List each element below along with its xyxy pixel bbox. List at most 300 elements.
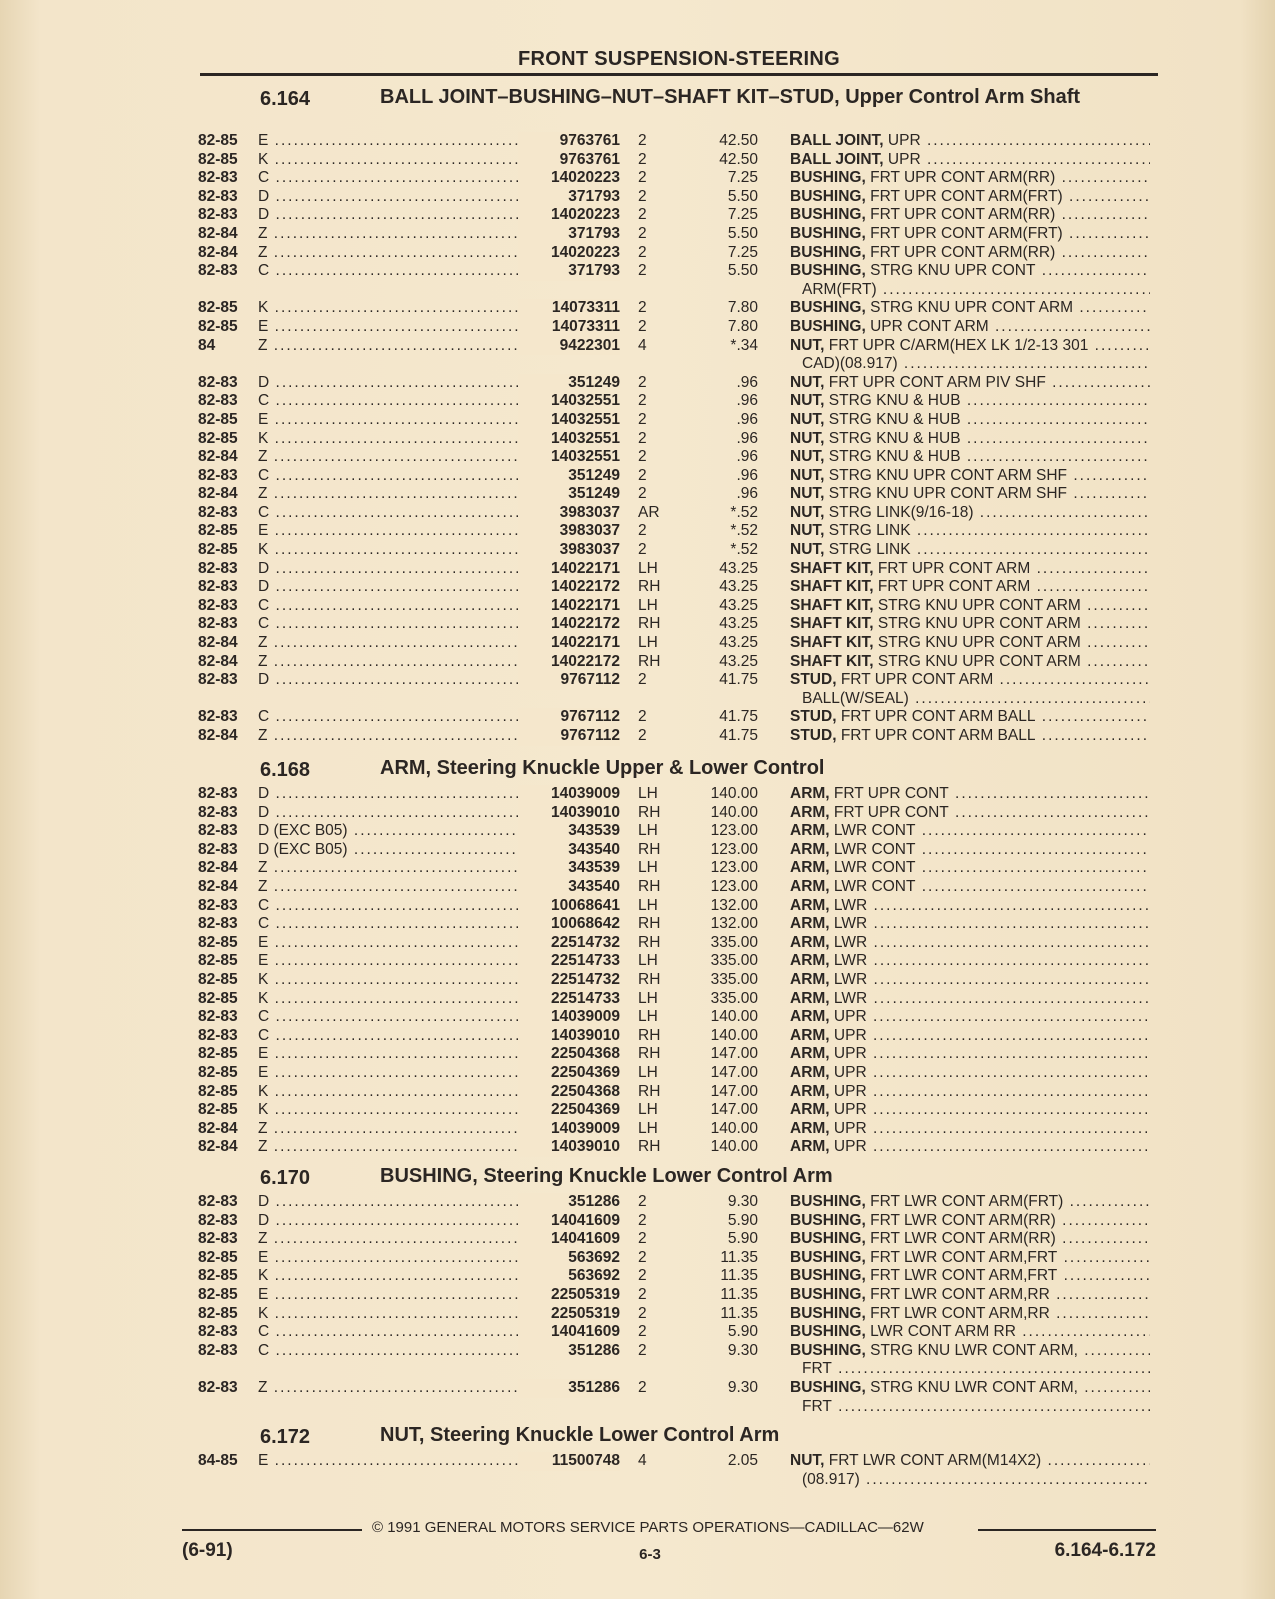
model-years: 82-83 [198,915,238,933]
body-code: Z ..... [258,634,528,653]
description-line [790,915,1150,934]
table-row [198,1452,1158,1489]
table-row [198,188,1158,207]
description-line [790,1045,1150,1064]
description-keyword: NUT, [790,485,825,503]
quantity: 2 [638,485,647,503]
description-text: LWR CONT [833,822,916,840]
description-line [790,1305,1150,1324]
description-text: LWR [833,933,868,951]
part-number: 351249 [518,374,620,393]
part-number: 351249 [518,467,620,486]
description-line [790,1027,1150,1046]
description [790,952,1150,971]
description [790,411,1150,430]
part-number: 14022171 [518,634,620,653]
table-row [198,1101,1158,1120]
section-title [380,1167,1150,1186]
description-keyword: BUSHING, [790,1285,866,1303]
description-text: FRT UPR CONT ARM [840,671,994,689]
description-keyword: BUSHING, [790,1323,866,1341]
table-row [198,541,1158,560]
body-code: K ..... [258,1267,528,1286]
description-line [790,1249,1150,1268]
description [790,188,1150,207]
description [790,934,1150,953]
quantity: 2 [638,1323,647,1341]
part-number: 22504368 [518,1045,620,1064]
description-keyword: ARM, [790,952,830,970]
description-keyword: NUT, [790,373,825,391]
description-keyword: BUSHING, [790,317,866,335]
description-text: STRG KNU & HUB [828,410,961,428]
description [790,804,1150,823]
body-code: D ..... [258,560,528,579]
body-code: Z ..... [258,244,528,263]
description-keyword: ARM, [790,989,830,1007]
body-code: D (EXC B05) ..... [258,822,528,841]
model-years: 82-85 [198,1101,238,1119]
body-code: D ..... [258,671,528,690]
description [790,1138,1150,1157]
description-text: LWR [833,989,868,1007]
part-number: 22504369 [518,1101,620,1120]
price: 43.25 [719,578,758,596]
model-years: 82-83 [198,169,238,187]
price: 42.50 [719,150,758,168]
description-text: FRT UPR CONT ARM(FRT) [870,187,1063,205]
part-number: 351286 [518,1342,620,1361]
description-keyword: ARM, [790,840,830,858]
model-years: 82-85 [198,970,238,988]
price: 132.00 [710,896,758,914]
description-line [790,952,1150,971]
part-number: 9763761 [518,132,620,151]
description-keyword: NUT, [790,392,825,410]
description-keyword: ARM, [790,1082,830,1100]
description-line [790,1120,1150,1139]
body-code: D ..... [258,1193,528,1212]
table-row [198,337,1158,374]
description-text: STRG KNU UPR CONT [870,262,1036,280]
part-number: 9767112 [518,708,620,727]
description-line [790,132,1150,151]
model-years: 82-84 [198,224,238,242]
part-number: 14022172 [518,653,620,672]
model-years: 82-85 [198,1063,238,1081]
description-text: LWR [833,952,868,970]
description-keyword: BUSHING, [790,1211,866,1229]
price: 140.00 [710,1008,758,1026]
description [790,392,1150,411]
description-keyword: NUT, [790,522,825,540]
description-text: FRT UPR CONT ARM(FRT) [870,224,1063,242]
part-number: 9763761 [518,151,620,170]
price: .96 [736,392,758,410]
description [790,430,1150,449]
description-keyword: NUT, [790,429,825,447]
quantity: LH [638,822,658,840]
part-number: 11500748 [518,1452,620,1471]
table-row [198,822,1158,841]
model-years: 82-84 [198,1138,238,1156]
description-text: STRG KNU & HUB [828,448,961,466]
quantity: RH [638,915,661,933]
body-code: C ..... [258,1323,528,1342]
description-text: FRT UPR CONT ARM [877,559,1031,577]
description [790,1342,1150,1379]
description [790,318,1150,337]
model-years: 82-85 [198,989,238,1007]
description-text: FRT LWR CONT ARM,FRT [870,1267,1058,1285]
quantity: 2 [638,262,647,280]
table-row [198,448,1158,467]
description [790,1101,1150,1120]
price: 5.50 [727,224,758,242]
description-keyword: BUSHING, [790,262,866,280]
section-title-rest: Steering Knuckle Upper & Lower Control [431,757,825,779]
table-row [198,597,1158,616]
description-keyword: STUD, [790,708,837,726]
description [790,504,1150,523]
description-keyword: BUSHING, [790,224,866,242]
section-title-bold: NUT, [380,1424,425,1446]
description-text: STRG KNU UPR CONT ARM [877,596,1081,614]
part-number: 14039010 [518,1138,620,1157]
description-keyword: BUSHING, [790,299,866,317]
part-number: 371793 [518,188,620,207]
description-text: UPR [833,1119,867,1137]
section-heading [198,759,1158,785]
model-years: 82-84 [198,877,238,895]
section-number: 6.168 [260,759,311,781]
description-keyword: ARM, [790,785,830,802]
description-text: FRT LWR CONT ARM(RR) [870,1211,1056,1229]
body-code: C ..... [258,1342,528,1361]
quantity: 2 [638,243,647,261]
description-keyword: NUT, [790,466,825,484]
description-line [790,690,1150,709]
quantity: 2 [638,1248,647,1266]
description-line [790,299,1150,318]
description-text: FRT [802,1360,832,1378]
description [790,522,1150,541]
part-number: 22505319 [518,1305,620,1324]
description [790,299,1150,318]
footer-copyright: © 1991 GENERAL MOTORS SERVICE PARTS OPERATIONS—CADILLAC—62W [372,1519,924,1536]
quantity: 2 [638,541,647,559]
description [790,578,1150,597]
description [790,1027,1150,1046]
description-keyword: ARM, [790,859,830,877]
table-row [198,318,1158,337]
description-line [790,1398,1150,1417]
model-years: 82-85 [198,1267,238,1285]
page-header-title: FRONT SUSPENSION-STEERING [518,48,840,70]
price: 5.50 [727,262,758,280]
body-code: E ..... [258,1064,528,1083]
part-number: 22505319 [518,1286,620,1305]
description-text: LWR CONT [833,859,916,877]
body-code: C ..... [258,392,528,411]
model-years: 82-84 [198,1119,238,1137]
table-row [198,785,1158,804]
quantity: LH [638,952,658,970]
body-code: Z ..... [258,485,528,504]
model-years: 82-83 [198,1230,238,1248]
part-number: 3983037 [518,541,620,560]
description [790,822,1150,841]
description [790,597,1150,616]
description-text: ARM(FRT) [802,280,877,298]
price: 7.25 [727,169,758,187]
price: .96 [736,448,758,466]
model-years: 82-84 [198,652,238,670]
part-number: 14032551 [518,411,620,430]
description [790,485,1150,504]
model-years: 84 [198,336,216,354]
description-text: UPR [833,1045,867,1063]
description-text: UPR [833,1008,867,1026]
price: 123.00 [710,877,758,895]
quantity: 2 [638,1378,647,1396]
table-row [198,374,1158,393]
quantity: 2 [638,1304,647,1322]
description [790,671,1150,708]
description-text: LWR CONT [833,840,916,858]
description-line [790,392,1150,411]
description-line [790,355,1150,374]
price: 41.75 [719,671,758,689]
quantity: 2 [638,373,647,391]
description-text: STRG KNU UPR CONT ARM [877,652,1081,670]
description-keyword: SHAFT KIT, [790,596,874,614]
description-keyword: BUSHING, [790,1230,866,1248]
body-code: K ..... [258,1305,528,1324]
description [790,1045,1150,1064]
model-years: 82-83 [198,596,238,614]
quantity: RH [638,877,661,895]
quantity: RH [638,1026,661,1044]
description [790,841,1150,860]
description-text: LWR [833,896,868,914]
body-code: C ..... [258,597,528,616]
price: 140.00 [710,1026,758,1044]
quantity: 2 [638,1285,647,1303]
description-text: LWR CONT ARM RR [870,1323,1016,1341]
model-years: 82-85 [198,522,238,540]
model-years: 84-85 [198,1452,238,1469]
description [790,206,1150,225]
body-code: Z ..... [258,859,528,878]
description-keyword: ARM, [790,1101,830,1119]
part-number: 351286 [518,1379,620,1398]
description-text: UPR [887,132,921,149]
table-row [198,708,1158,727]
price: .96 [736,485,758,503]
price: 140.00 [710,803,758,821]
table-row [198,653,1158,672]
description-line [790,934,1150,953]
body-code: E ..... [258,132,528,151]
section-heading [198,1426,1158,1452]
quantity: 2 [638,206,647,224]
price: 7.80 [727,299,758,317]
part-number: 14041609 [518,1323,620,1342]
description-keyword: NUT, [790,541,825,559]
description-text: UPR [833,1138,867,1156]
table-row [198,615,1158,634]
description-line [790,1193,1150,1212]
part-number: 3983037 [518,522,620,541]
quantity: LH [638,1119,658,1137]
price: 7.80 [727,317,758,335]
body-code: C ..... [258,262,528,281]
model-years: 82-85 [198,1082,238,1100]
quantity: RH [638,803,661,821]
section-title-rest: Upper Control Arm Shaft [839,86,1081,108]
description-keyword: ARM, [790,1008,830,1026]
quantity: 2 [638,522,647,540]
price: *.34 [730,336,758,354]
description-keyword: STUD, [790,727,837,744]
table-row [198,1212,1158,1231]
section-number: 6.170 [260,1167,311,1189]
section-6-168 [198,759,1158,1157]
description-text: STRG KNU UPR CONT ARM SHF [828,466,1068,484]
description-text: UPR [833,1082,867,1100]
description [790,541,1150,560]
price: 5.90 [727,1211,758,1229]
description [790,244,1150,263]
description-keyword: ARM, [790,877,830,895]
description-line [790,822,1150,841]
quantity: RH [638,652,661,670]
description-line [790,1286,1150,1305]
model-years: 82-85 [198,1304,238,1322]
body-code: Z ..... [258,448,528,467]
description-line [790,411,1150,430]
description-text: UPR [833,1063,867,1081]
part-number: 9767112 [518,727,620,746]
table-row [198,1286,1158,1305]
description-line [790,1342,1150,1361]
description-text: FRT UPR CONT ARM BALL [840,727,1036,744]
description-line [790,485,1150,504]
model-years: 82-83 [198,1323,238,1341]
model-years: 82-85 [198,1248,238,1266]
quantity: 2 [638,708,647,726]
description [790,132,1150,151]
body-code: E ..... [258,1286,528,1305]
description-text: UPR [887,150,921,168]
description-text: LWR CONT [833,877,916,895]
part-number: 351249 [518,485,620,504]
table-row [198,225,1158,244]
price: .96 [736,429,758,447]
description-keyword: BUSHING, [790,243,866,261]
table-row [198,1027,1158,1046]
price: 335.00 [710,933,758,951]
price: 147.00 [710,1045,758,1063]
price: 43.25 [719,559,758,577]
body-code: D ..... [258,188,528,207]
table-row [198,990,1158,1009]
model-years: 82-85 [198,541,238,559]
description-keyword: ARM, [790,896,830,914]
table-row [198,1379,1158,1416]
price: 335.00 [710,952,758,970]
body-code: K ..... [258,299,528,318]
table-row [198,952,1158,971]
description-line [790,634,1150,653]
description-keyword: BALL JOINT, [790,150,884,168]
price: 43.25 [719,652,758,670]
description-text: STRG KNU UPR CONT ARM [877,615,1081,633]
description-line [790,897,1150,916]
body-code: E ..... [258,1452,528,1471]
model-years: 82-84 [198,634,238,652]
description-text: STRG KNU LWR CONT ARM, [870,1378,1078,1396]
body-code: K ..... [258,430,528,449]
body-code: C ..... [258,708,528,727]
description [790,225,1150,244]
description-line [790,1230,1150,1249]
description-text: STRG KNU & HUB [828,429,961,447]
quantity: LH [638,1101,658,1119]
table-row [198,132,1158,151]
price: 335.00 [710,970,758,988]
model-years: 82-83 [198,1211,238,1229]
part-number: 22514732 [518,934,620,953]
section-title [380,88,1150,107]
quantity: LH [638,859,658,877]
part-number: 563692 [518,1249,620,1268]
description-keyword: NUT, [790,410,825,428]
quantity: RH [638,970,661,988]
description-keyword: BALL JOINT, [790,132,884,149]
description-line [790,804,1150,823]
price: 9.30 [727,1341,758,1359]
section-6-170 [198,1167,1158,1416]
model-years: 82-85 [198,150,238,168]
body-code: D (EXC B05) ..... [258,841,528,860]
body-code: D ..... [258,1212,528,1231]
price: 43.25 [719,615,758,633]
price: .96 [736,466,758,484]
part-number: 14039009 [518,1008,620,1027]
description-line [790,1267,1150,1286]
description-text: FRT LWR CONT ARM(M14X2) [828,1452,1042,1469]
description-text: (08.917) [802,1470,860,1488]
description-text: FRT UPR CONT ARM [877,578,1031,596]
part-number: 10068641 [518,897,620,916]
description-keyword: BUSHING, [790,1304,866,1322]
description-keyword: ARM, [790,822,830,840]
description-keyword: ARM, [790,970,830,988]
section-6-164 [198,88,1158,746]
part-number: 14020223 [518,244,620,263]
section-number: 6.164 [260,88,311,110]
quantity: RH [638,840,661,858]
part-number: 14020223 [518,206,620,225]
description-text: FRT [802,1397,832,1415]
model-years: 82-83 [198,578,238,596]
description-keyword: SHAFT KIT, [790,578,874,596]
description-line [790,1471,1150,1490]
part-number: 343539 [518,822,620,841]
description [790,448,1150,467]
